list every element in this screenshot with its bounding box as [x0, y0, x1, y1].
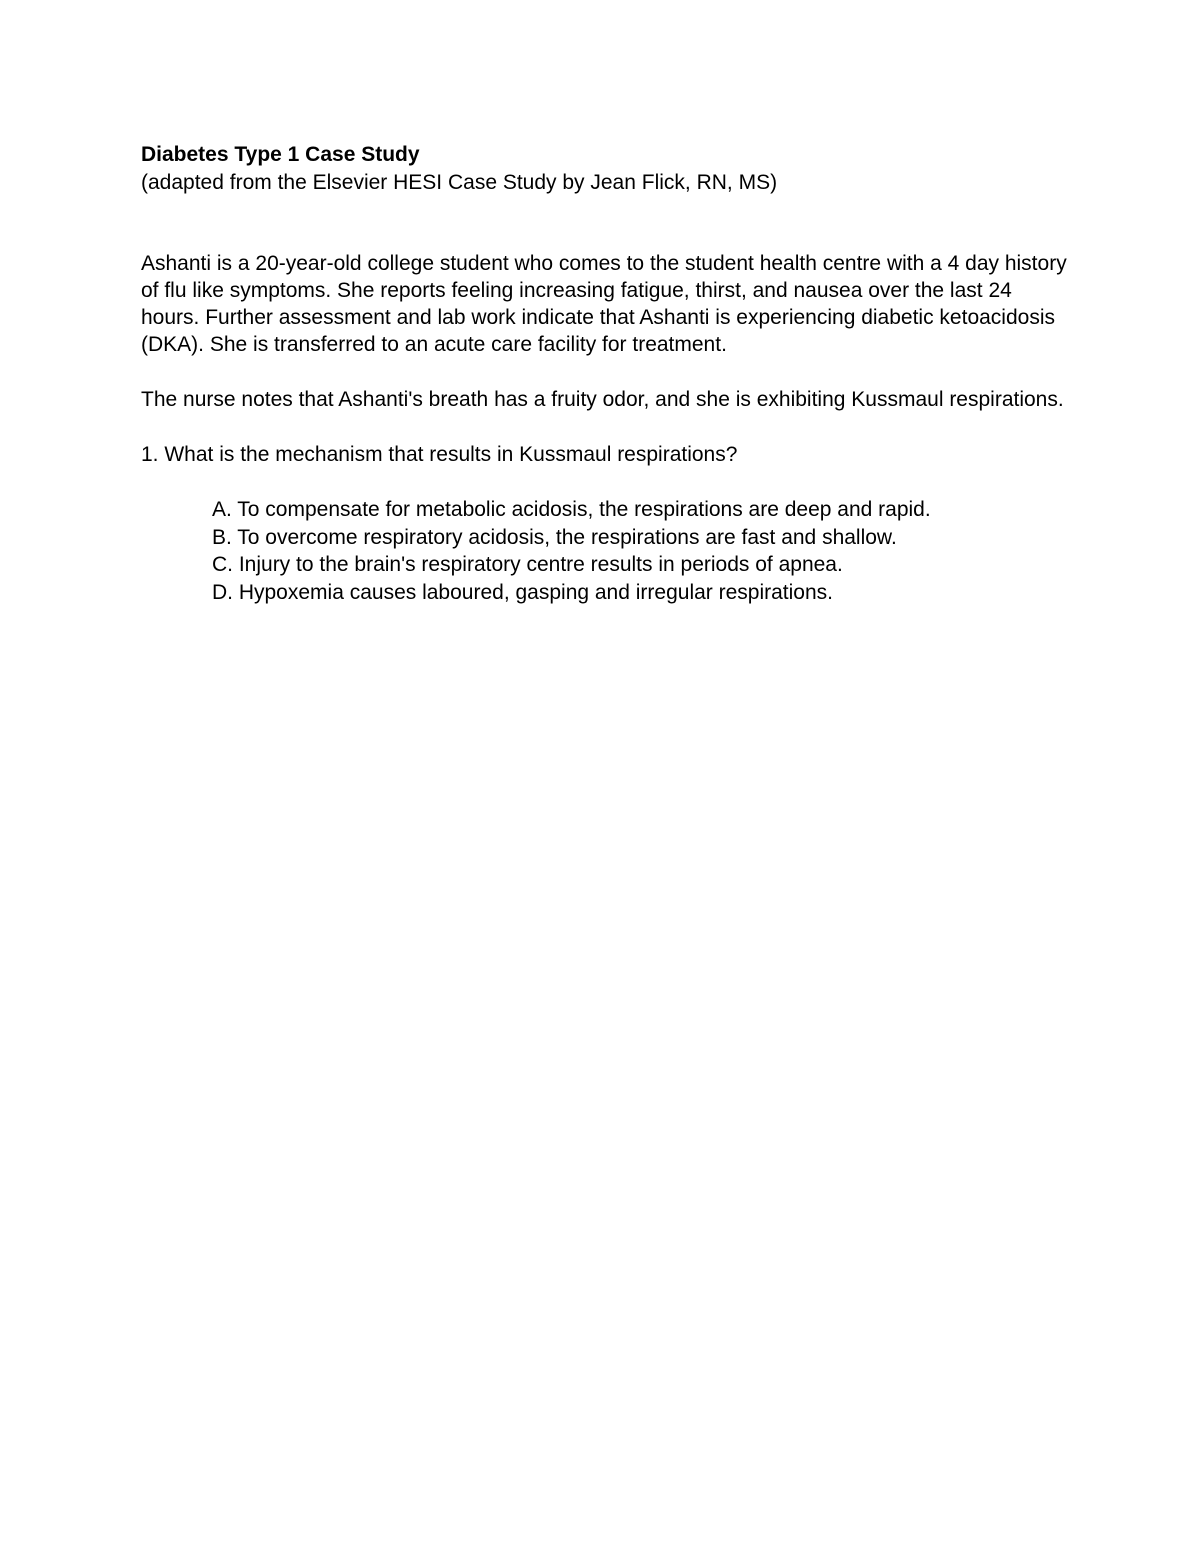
document-title: Diabetes Type 1 Case Study — [141, 143, 420, 166]
option-d: D. Hypoxemia causes laboured, gasping and irregular respirations. — [212, 580, 833, 604]
document-content — [141, 141, 1071, 606]
spacer — [141, 358, 1071, 386]
case-paragraph-1: Ashanti is a 20-year-old college student who comes to the student health centre with a 4 day history of flu like symptoms. She reports feeling increasing fatigue, thirst, and nausea over the last 24 hours. Further assessment and lab work indicate that Ashanti is experiencing diabetic ketoacidosis (DKA). She is transferred to an acute care facility for treatment. — [141, 252, 1067, 356]
option-a: A. To compensate for metabolic acidosis, the respirations are deep and rapid. — [212, 498, 931, 521]
case-paragraph-2: The nurse notes that Ashanti's breath has a fruity odor, and she is exhibiting Kussmaul respirations. — [141, 388, 1064, 411]
spacer — [141, 413, 1071, 441]
spacer — [141, 468, 1071, 496]
question-1-text: 1. What is the mechanism that results in Kussmaul respirations? — [141, 443, 738, 466]
spacer — [141, 196, 1071, 250]
document-subtitle: (adapted from the Elsevier HESI Case Study by Jean Flick, RN, MS) — [141, 171, 778, 194]
option-b: B. To overcome respiratory acidosis, the respirations are fast and shallow. — [212, 525, 897, 549]
option-c: C. Injury to the brain's respiratory centre results in periods of apnea. — [212, 553, 843, 576]
question-1-options — [141, 496, 1071, 606]
